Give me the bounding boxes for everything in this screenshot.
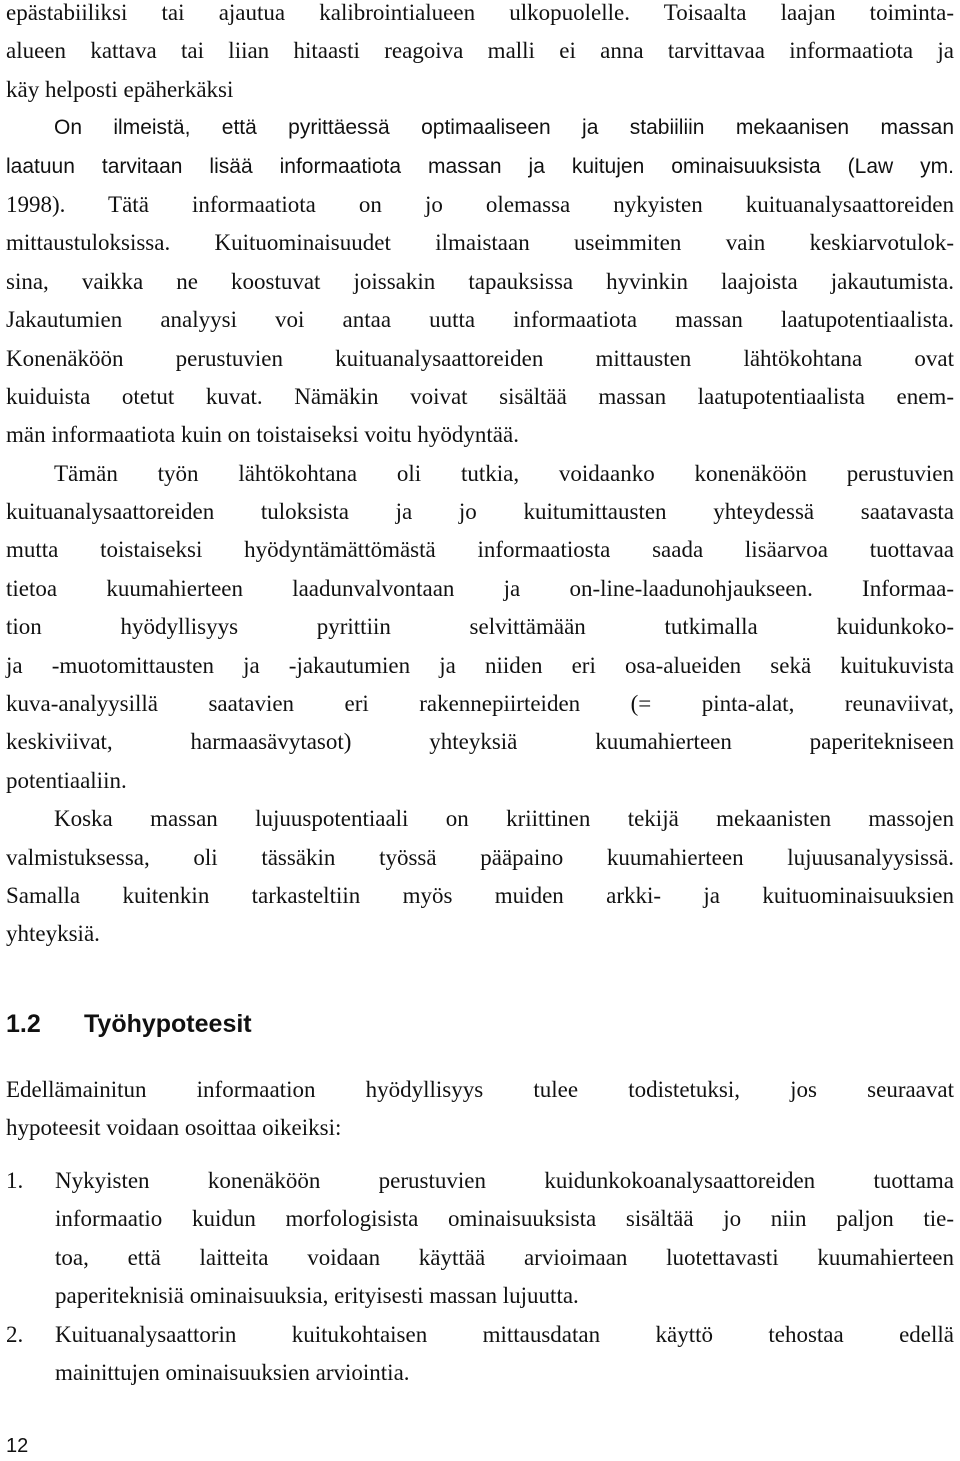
- text-line: mainittujen ominaisuuksien arviointia.: [55, 1359, 410, 1385]
- text-line: kuituanalysaattoreiden tuloksista ja jo kuitumittausten yhteydessä saatavasta: [6, 499, 954, 525]
- text-line: alueen kattava tai liian hitaasti reagoiva malli ei anna tarvittavaa informaatiota ja: [6, 38, 954, 64]
- list-marker: 1.: [6, 1168, 24, 1193]
- text-line: kuiduista otetut kuvat. Nämäkin voivat sisältää massan laatupotentiaalista enem-: [6, 383, 954, 409]
- text-line: sina, vaikka ne koostuvat joissakin tapauksissa hyvinkin laajoista jakautumista.: [6, 268, 954, 294]
- text-line: Tämän työn lähtökohtana oli tutkia, voidaanko konenäköön perustuvien: [54, 460, 954, 486]
- text-line: 1998). Tätä informaatiota on jo olemassa nykyisten kuituanalysaattoreiden: [6, 191, 954, 217]
- list-item: [6, 1316, 954, 1393]
- text-line: toa, että laitteita voidaan käyttää arvioimaan luotettavasti kuumahierteen: [55, 1244, 954, 1270]
- list-marker: 2.: [6, 1321, 24, 1347]
- text-line: Kuituanalysaattorin kuitukohtaisen mittausdatan käyttö tehostaa edellä: [55, 1321, 954, 1347]
- text-line: Jakautumien analyysi voi antaa uutta informaatiota massan laatupotentiaalista.: [6, 307, 954, 333]
- section-title: Työhypoteesit: [84, 1010, 252, 1038]
- text-line: paperiteknisiä ominaisuuksia, erityisesti massan lujuutta.: [55, 1283, 579, 1309]
- text-line: hypoteesit voidaan osoittaa oikeiksi:: [6, 1115, 342, 1141]
- text-line: mittaustuloksissa. Kuituominaisuudet ilmaistaan useimmiten vain keskiarvotulok-: [6, 230, 954, 256]
- text-line: kuva-analyysillä saatavien eri rakennepiirteiden (= pinta-alat, reunaviivat,: [6, 691, 954, 717]
- text-line: mutta toistaiseksi hyödyntämättömästä informaatiosta saada lisäarvoa tuottavaa: [6, 537, 954, 563]
- text-line: potentiaaliin.: [6, 767, 127, 793]
- text-line: epästabiiliksi tai ajautua kalibrointialueen ulkopuolelle. Toisaalta laajan toiminta-: [6, 0, 954, 25]
- list-item: [6, 1162, 954, 1316]
- text-line: keskiviivat, harmaasävytasot) yhteyksiä kuumahierteen paperitekniseen: [6, 729, 954, 755]
- text-line: Samalla kuitenkin tarkasteltiin myös muiden arkki- ja kuituominaisuuksien: [6, 882, 954, 908]
- text-line: yhteyksiä.: [6, 921, 100, 947]
- text-line: tion hyödyllisyys pyrittiin selvittämään tutkimalla kuidunkoko-: [6, 614, 954, 640]
- page-number: 12: [6, 1435, 29, 1457]
- body-text-block: [6, 0, 954, 954]
- text-line: valmistuksessa, oli tässäkin työssä pääpaino kuumahierteen lujuusanalyysissä.: [6, 844, 954, 870]
- text-line: käy helposti epäherkäksi: [6, 76, 234, 102]
- text-line: män informaatiota kuin on toistaiseksi voitu hyödyntää.: [6, 422, 519, 448]
- text-line: informaatio kuidun morfologisista ominaisuuksista sisältää jo niin paljon tie-: [55, 1206, 954, 1232]
- text-line: Koska massan lujuuspotentiaali on kriittinen tekijä mekaanisten massojen: [54, 806, 954, 832]
- text-line: On ilmeistä, että pyrittäessä optimaaliseen ja stabiiliin mekaanisen massan: [54, 116, 954, 140]
- section-number: 1.2: [6, 1010, 41, 1038]
- text-line: Konenäköön perustuvien kuituanalysaattoreiden mittausten lähtökohtana ovat: [6, 345, 954, 371]
- section-heading: [6, 1004, 252, 1044]
- text-line: laatuun tarvitaan lisää informaatiota massan ja kuitujen ominaisuuksista (Law ym.: [6, 154, 954, 178]
- hypothesis-list: [6, 1162, 954, 1392]
- text-line: Nykyisten konenäköön perustuvien kuidunkokoanalysaattoreiden tuottama: [55, 1168, 954, 1193]
- intro-paragraph: [6, 1071, 954, 1148]
- text-line: Edellämainitun informaation hyödyllisyys tulee todistetuksi, jos seuraavat: [6, 1077, 954, 1102]
- text-line: ja -muotomittausten ja -jakautumien ja niiden eri osa-alueiden sekä kuitukuvista: [6, 652, 954, 678]
- text-line: tietoa kuumahierteen laadunvalvontaan ja on-line-laadunohjaukseen. Informaa-: [6, 575, 954, 601]
